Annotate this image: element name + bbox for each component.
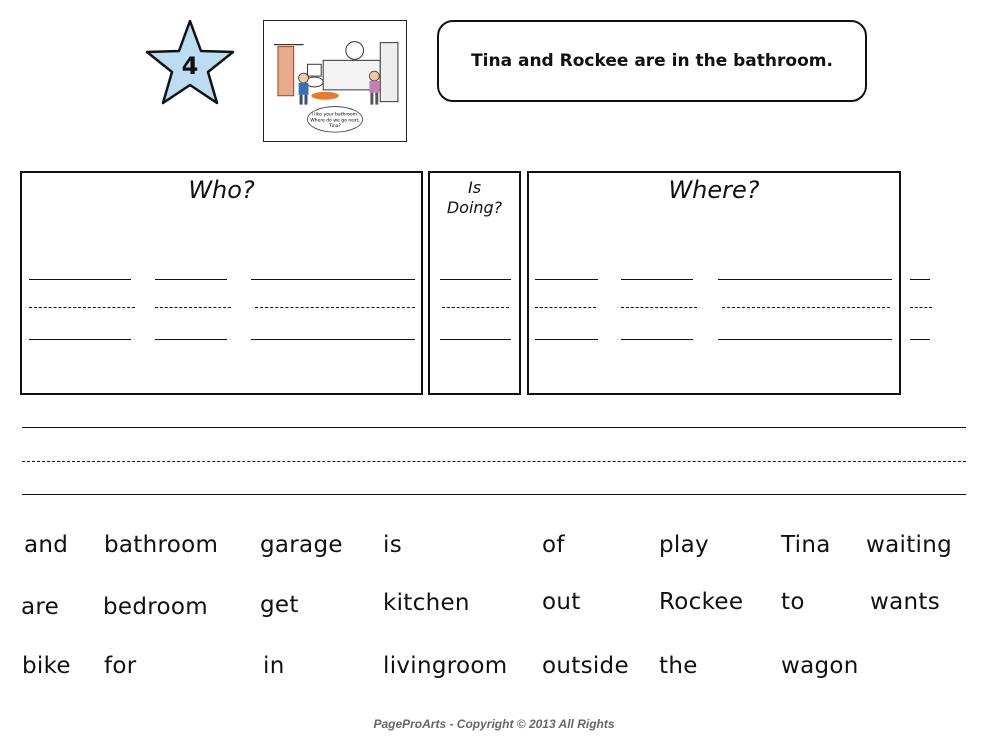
speech-line-1: I like your bathroom. (311, 112, 359, 118)
sentence-box: Tina and Rockee are in the bathroom. (437, 20, 867, 102)
where-label: Where? (668, 176, 760, 204)
writing-base-line (22, 494, 966, 495)
word-bank-item: is (383, 532, 402, 558)
who-word3-base-line (251, 339, 415, 340)
who-word2-base-line (155, 339, 227, 340)
where-word3-top-line (718, 279, 892, 280)
word-bank-item: garage (260, 532, 343, 558)
where-word2-base-line (621, 339, 693, 340)
where-word3-mid-line (722, 307, 890, 308)
who-word3-top-line (251, 279, 415, 280)
word-bank-item: wants (870, 589, 940, 615)
doing-label-line2: Doing? (446, 198, 503, 217)
period-mid-line (910, 307, 932, 308)
where-word2-mid-line (621, 307, 697, 308)
who-word1-top-line (29, 279, 131, 280)
where-frame (527, 171, 901, 395)
who-word2-mid-line (155, 307, 231, 308)
word-bank-item: Rockee (659, 589, 744, 615)
who-word1-base-line (29, 339, 131, 340)
word-bank-item: in (263, 653, 285, 679)
who-word2-top-line (155, 279, 227, 280)
writing-top-line (22, 427, 966, 428)
word-bank-item: wagon (781, 653, 859, 679)
word-bank-item: bike (22, 653, 71, 679)
bathroom-picture (263, 20, 407, 142)
period-base-line (910, 339, 930, 340)
speech-line-3: Tina? (329, 124, 341, 130)
word-bank-item: kitchen (383, 590, 470, 616)
word-bank-item: bathroom (104, 532, 219, 558)
word-bank-item: of (542, 532, 565, 558)
where-word3-base-line (718, 339, 892, 340)
sentence-number: 4 (181, 52, 199, 80)
word-bank-item: out (542, 589, 581, 615)
doing-label (428, 178, 521, 218)
doing-word-base-line (440, 339, 511, 340)
word-bank-item: to (781, 589, 805, 615)
where-word1-top-line (535, 279, 598, 280)
doing-word-mid-line (442, 307, 509, 308)
word-bank-item: livingroom (383, 653, 508, 679)
speech-line-2: Where do we go next, (310, 118, 360, 124)
where-word1-base-line (535, 339, 598, 340)
bathroom-illustration-icon (264, 21, 406, 141)
where-word2-top-line (621, 279, 693, 280)
copyright-footer: PageProArts - Copyright © 2013 All Rights (373, 717, 615, 731)
word-bank-item: bedroom (103, 594, 208, 620)
doing-word-top-line (440, 279, 511, 280)
word-bank-item: and (24, 532, 69, 558)
writing-mid-line (22, 461, 966, 462)
word-bank-item: the (659, 653, 698, 679)
word-bank-item: Tina (781, 532, 831, 558)
where-word1-mid-line (535, 307, 596, 308)
word-bank-item: are (21, 594, 60, 620)
period-top-line (910, 279, 930, 280)
doing-label-line1: Is (467, 178, 482, 197)
who-word1-mid-line (29, 307, 135, 308)
word-bank-item: waiting (866, 532, 952, 558)
word-bank-item: get (260, 592, 299, 618)
who-word3-mid-line (255, 307, 415, 308)
who-label: Who? (188, 176, 255, 204)
who-frame (20, 171, 423, 395)
word-bank-item: outside (542, 653, 629, 679)
word-bank-item: for (104, 653, 137, 679)
word-bank-item: play (659, 532, 709, 558)
